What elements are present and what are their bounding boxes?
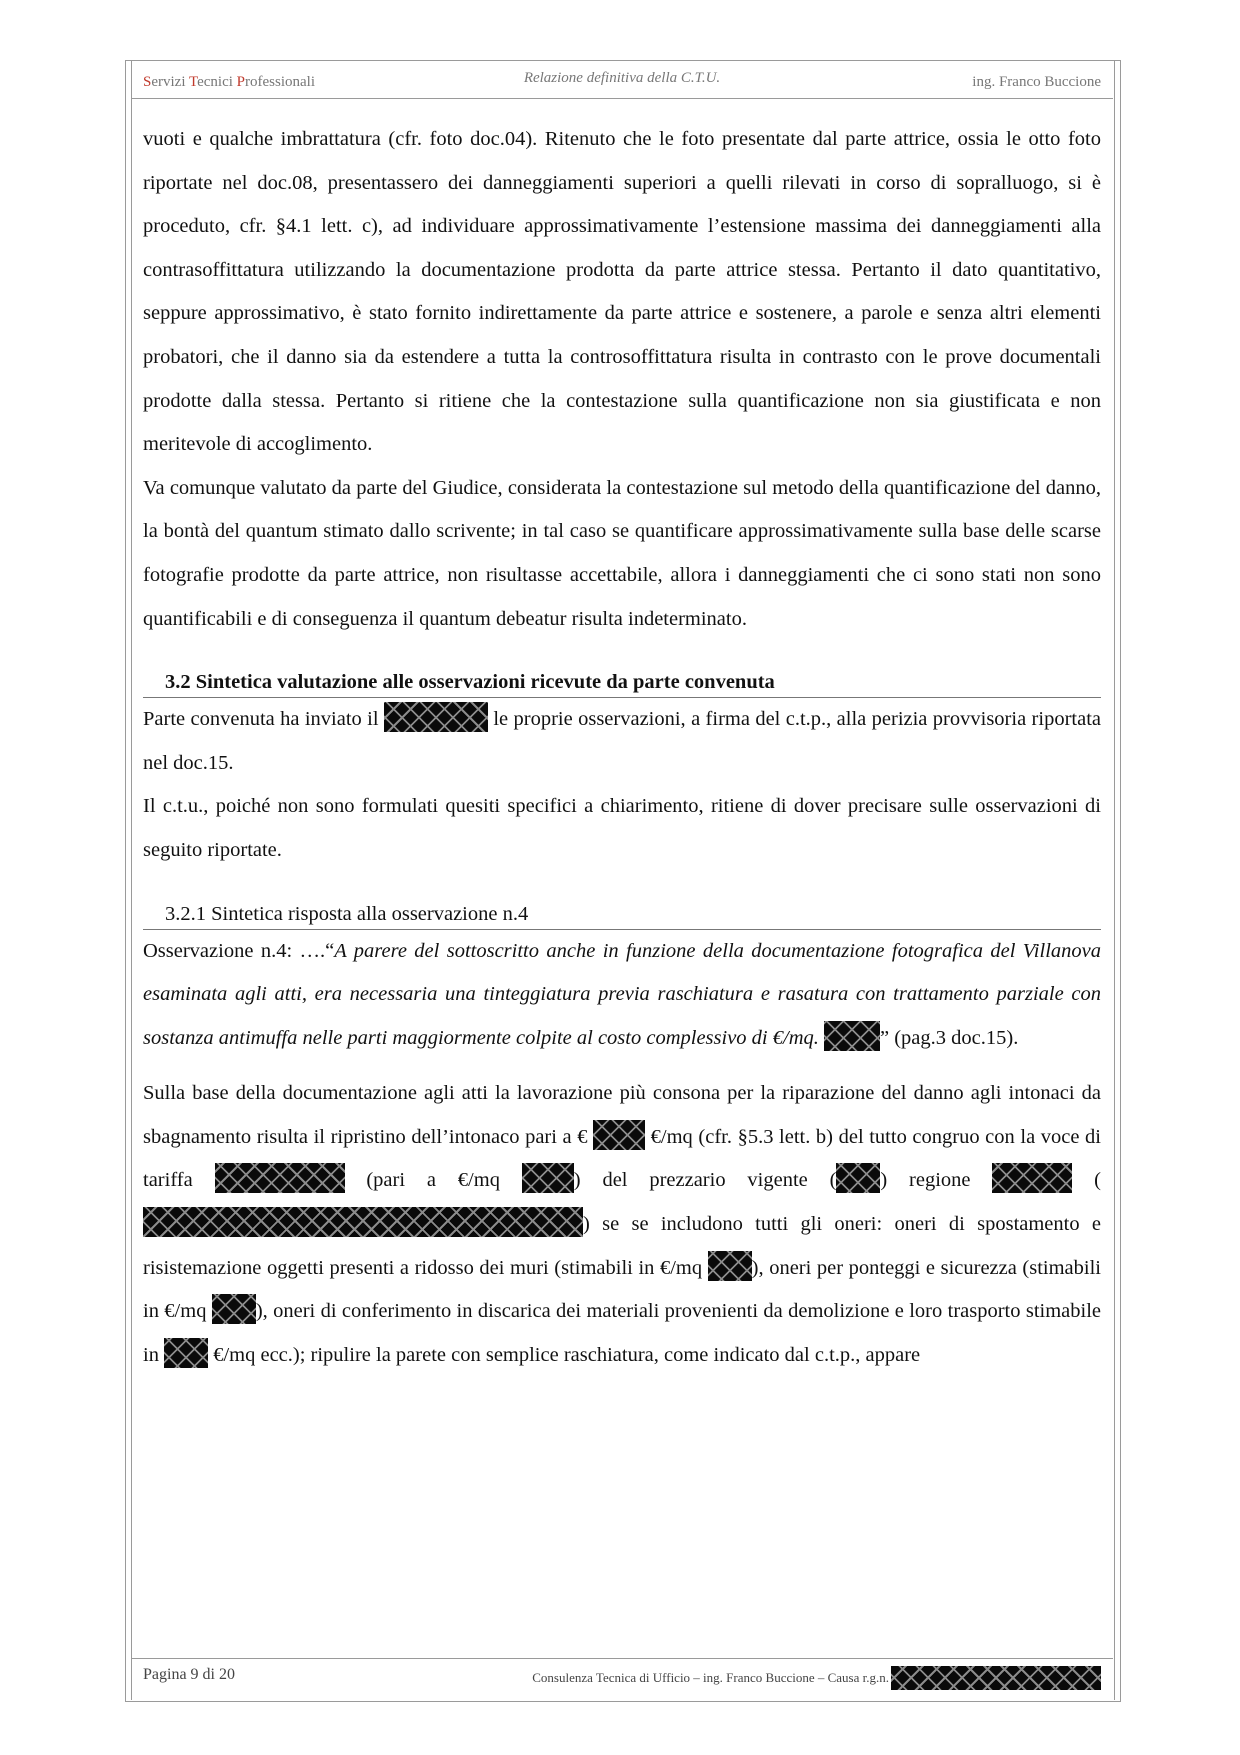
paragraph-observation: Osservazione n.4: ….“A parere del sottoscritto anche in funzione della documentazione fotografica del Villanova esaminata agli atti, era necessaria una tinteggiatura previa raschiatura e rasatura con trattamento parziale con sostanza antimuffa nelle parti maggiormente colpite al costo complessivo di €/mq. ” (pag.3 doc.15).: [143, 939, 1101, 1049]
redaction-block: [215, 1163, 345, 1193]
spacer: [143, 641, 1101, 667]
redaction-block: [593, 1120, 645, 1150]
paragraph: Il c.t.u., poiché non sono formulati quesiti specifici a chiarimento, ritiene di dover precisare sulle osservazioni di seguito riportate.: [143, 795, 1101, 861]
redaction-block: [384, 702, 488, 732]
header-company: Servizi Tecnici Professionali: [143, 74, 315, 90]
page-number: Pagina 9 di 20: [143, 1666, 235, 1683]
redaction-block: [164, 1338, 208, 1368]
redaction-block: [836, 1163, 880, 1193]
footer-rule: [131, 1658, 1113, 1659]
redaction-block: [212, 1294, 256, 1324]
section-heading-3-2: 3.2 Sintetica valutazione alle osservazioni ricevute da parte convenuta: [143, 667, 1101, 698]
redaction-block: [143, 1207, 583, 1237]
paragraph: Sulla base della documentazione agli atti la lavorazione più consona per la riparazione del danno agli intonaci da sbagnamento risulta il ripristino dell’intonaco pari a € €/mq (cfr. §5.3 lett. b) del tutto congruo con la voce di tariffa (pari a €/mq ) del prezzario vigente ( ) regione () se se includono tutti gli oneri: oneri di spostamento e risistemazione oggetti presenti a ridosso dei muri (stimabili in €/mq ), oneri per ponteggi e sicurezza (stimabili in €/mq ), oneri di conferimento in discarica dei materiali provenienti da demolizione e loro trasporto stimabile in €/mq ecc.); ripulire la parete con semplice raschiatura, come indicato dal c.t.p., appare: [143, 1082, 1102, 1366]
spacer: [143, 873, 1101, 899]
paragraph: Va comunque valutato da parte del Giudice, considerata la contestazione sul metodo della quantificazione del danno, la bontà del quantum stimato dallo scrivente; in tal caso se quantificare approssimativamente sulla base delle scarse fotografie prodotte da parte attrice, non risultasse accettabile, allora i danneggiamenti che ci sono stati non sono quantificabili e di conseguenza il quantum debeatur risulta indeterminato.: [143, 476, 1101, 630]
footer-case-reference: Consulenza Tecnica di Ufficio – ing. Franco Buccione – Causa r.g.n.: [532, 1666, 1101, 1690]
page-footer: [143, 1662, 1101, 1692]
document-body: [143, 118, 1101, 1377]
paragraph: vuoti e qualche imbrattatura (cfr. foto doc.04). Ritenuto che le foto presentate dal parte attrice, ossia le otto foto riportate nel doc.08, presentassero dei danneggiamenti superiori a quelli rilevati in corso di sopralluogo, si è proceduto, cfr. §4.1 lett. c), ad individuare approssimativamente l’estensione massima dei danneggiamenti alla contrasoffittatura utilizzando la documentazione prodotta da parte attrice stessa. Pertanto il dato quantitativo, seppure approssimativo, è stato fornito indirettamente da parte attrice e sostenere, a parole e senza altri elementi probatori, che il danno sia da estendere a tutta la controsoffittatura risulta in contrasto con le prove documentali prodotte dalla stessa. Pertanto si ritiene che la contestazione sulla quantificazione non sia giustificata e non meritevole di accoglimento.: [143, 128, 1101, 456]
page-header: [143, 70, 1101, 94]
redaction-block: [824, 1021, 880, 1051]
header-rule: [131, 98, 1113, 99]
redaction-block: [708, 1251, 752, 1281]
redaction-block: [992, 1163, 1072, 1193]
spacer: [143, 1060, 1101, 1072]
header-author: ing. Franco Buccione: [972, 74, 1101, 90]
redaction-block: [522, 1163, 574, 1193]
subsection-heading-3-2-1: 3.2.1 Sintetica risposta alla osservazione n.4: [143, 899, 1101, 930]
paragraph: Parte convenuta ha inviato il le proprie osservazioni, a firma del c.t.p., alla perizia provvisoria riportata nel doc.15.: [143, 698, 1101, 785]
header-title: Relazione definitiva della C.T.U.: [523, 70, 721, 86]
redaction-block: [891, 1666, 1101, 1690]
